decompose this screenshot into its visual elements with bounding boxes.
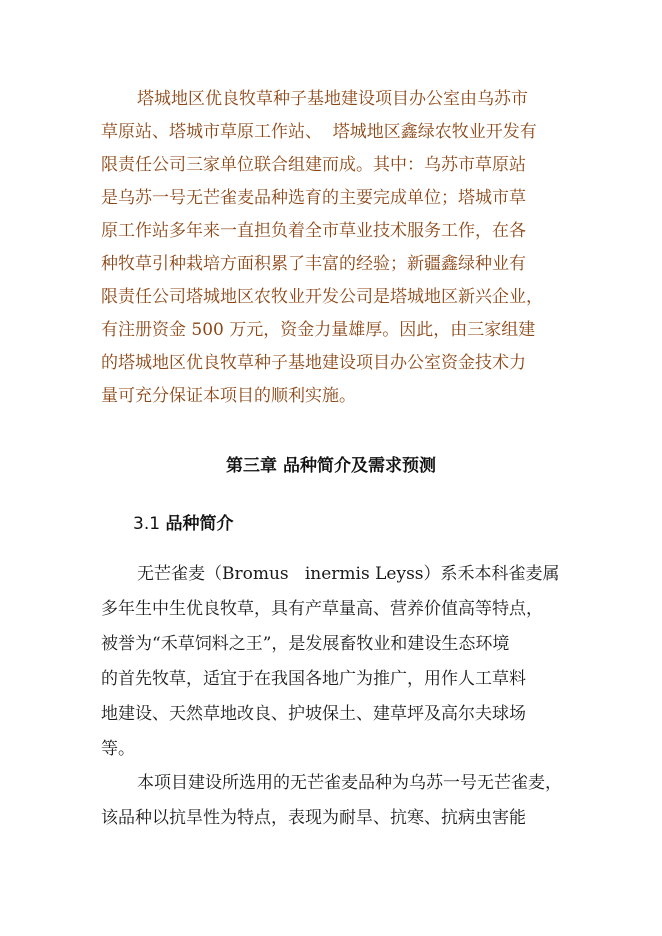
p2-line-5: 地建设、天然草地改良、护坡保土、建草坪及高尔夫球场	[101, 704, 526, 724]
p1-line-5: 原工作站多年来一直担负着全市草业技术服务工作，在各	[101, 221, 526, 241]
section-number: 3.1	[133, 514, 161, 534]
p1-line-8: 有注册资金 500 万元，资金力量雄厚。因此，由三家组建	[101, 320, 536, 340]
p1-line-6: 种牧草引种栽培方面积累了丰富的经验；新疆鑫绿种业有	[101, 254, 526, 274]
p1-line-4: 是乌苏一号无芒雀麦品种选育的主要完成单位；塔城市草	[101, 188, 526, 208]
p1-line-1: 塔城地区优良牧草种子基地建设项目办公室由乌苏市	[137, 89, 528, 109]
section-title: 品种简介	[165, 514, 234, 534]
p1-line-9: 的塔城地区优良牧草种子基地建设项目办公室资金技术力	[101, 353, 526, 373]
section-heading	[133, 513, 233, 535]
p2-line-6: 等。	[101, 739, 135, 759]
p3-line-1: 本项目建设所选用的无芒雀麦品种为乌苏一号无芒雀麦，	[137, 773, 562, 793]
p2-line-4: 的首先牧草，适宜于在我国各地广为推广，用作人工草料	[101, 669, 526, 689]
p1-line-2: 草原站、塔城市草原工作站、 塔城地区鑫绿农牧业开发有	[101, 122, 537, 142]
chapter-title: 第三章 品种简介及需求预测	[226, 456, 436, 476]
p2-line-2: 多年生中生优良牧草，具有产草量高、营养价值高等特点，	[101, 599, 543, 619]
p2-line-3: 被誉为“禾草饲料之王”，是发展畜牧业和建设生态环境	[101, 634, 510, 654]
p1-line-10: 量可充分保证本项目的顺利实施。	[101, 386, 356, 406]
p1-line-3: 限责任公司三家单位联合组建而成。其中：乌苏市草原站	[101, 155, 526, 175]
p3-line-2: 该品种以抗旱性为特点，表现为耐旱、抗寒、抗病虫害能	[101, 808, 526, 828]
p2-line-1: 无芒雀麦（Bromus inermis Leyss）系禾本科雀麦属	[137, 564, 560, 584]
p1-line-7: 限责任公司塔城地区农牧业开发公司是塔城地区新兴企业，	[101, 287, 543, 307]
